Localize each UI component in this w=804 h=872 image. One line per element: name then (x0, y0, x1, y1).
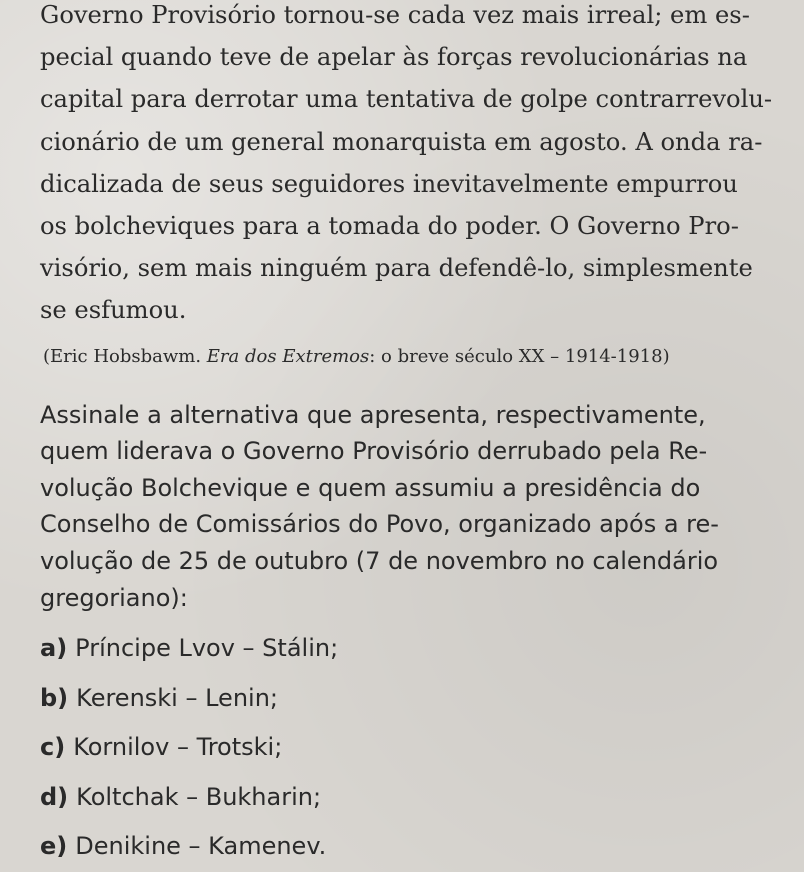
answer-options (40, 624, 786, 872)
quote-line: cionário de um general monarquista em agosto. A onda ra- (40, 127, 763, 156)
option-a[interactable] (40, 624, 786, 674)
option-text: Príncipe Lvov – Stálin; (75, 634, 339, 663)
option-text: Kerenski – Lenin; (76, 683, 278, 712)
option-letter: b) (40, 683, 69, 712)
question-line: quem liderava o Governo Provisório derrubado pela Re- (40, 437, 708, 466)
question-line: gregoriano): (40, 583, 188, 612)
quote-line: dicalizada de seus seguidores inevitavelmente empurrou (40, 169, 738, 198)
option-e[interactable] (40, 822, 786, 872)
quote-line: os bolcheviques para a tomada do poder. O Governo Pro- (40, 212, 739, 241)
option-d[interactable] (40, 773, 786, 823)
question-line: Conselho de Comissários do Povo, organizado após a re- (40, 510, 719, 539)
quote-line: capital para derrotar uma tentativa de golpe contrarrevolu- (40, 85, 773, 114)
option-letter: a) (40, 634, 68, 663)
question-line: volução Bolchevique e quem assumiu a presidência do (40, 473, 701, 502)
option-text: Denikine – Kamenev. (75, 832, 327, 861)
quote-passage (40, 0, 786, 332)
question-prompt (40, 397, 786, 617)
option-b[interactable] (40, 674, 786, 724)
option-letter: c) (40, 733, 66, 762)
citation-author: (Eric Hobsbawm. (43, 345, 207, 367)
citation-book-title: Era dos Extremos (206, 345, 370, 367)
option-letter: e) (40, 832, 68, 861)
quote-line: Governo Provisório tornou-se cada vez mais irreal; em es- (40, 1, 750, 29)
quote-line: se esfumou. (40, 296, 187, 325)
option-text: Koltchak – Bukharin; (76, 782, 322, 811)
option-text: Kornilov – Trotski; (73, 733, 283, 762)
option-c[interactable] (40, 723, 786, 773)
option-letter: d) (40, 782, 69, 811)
question-line: volução de 25 de outubro (7 de novembro no calendário (40, 547, 719, 575)
quote-line: pecial quando teve de apelar às forças revolucionárias na (40, 43, 748, 72)
quote-line: visório, sem mais ninguém para defendê-lo, simplesmente (40, 254, 753, 283)
citation-suffix: : o breve século XX – 1914-1918) (369, 345, 670, 367)
question-line: Assinale a alternativa que apresenta, respectivamente, (40, 400, 706, 429)
citation (40, 345, 786, 369)
